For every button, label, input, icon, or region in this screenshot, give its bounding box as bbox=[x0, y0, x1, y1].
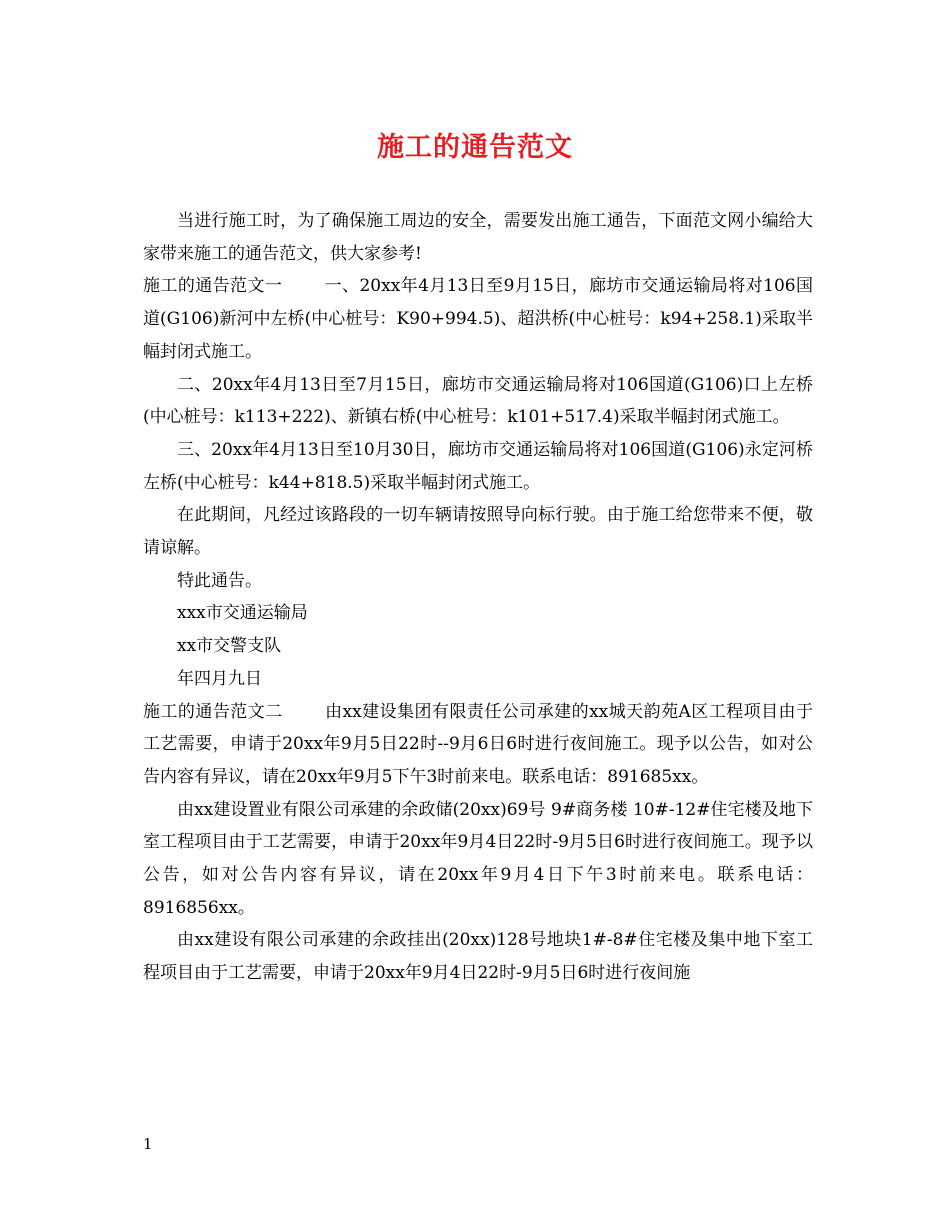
sample1-first-paragraph bbox=[143, 270, 813, 368]
sample2-heading: 施工的通告范文二 bbox=[143, 701, 283, 722]
sample1-closing: 特此通告。 bbox=[177, 570, 262, 591]
sample2-first-paragraph bbox=[143, 696, 813, 794]
page-number: 1 bbox=[143, 1135, 153, 1153]
sample1-item3: 三、20xx年4月13日至10月30日，廊坊市交通运输局将对106国道(G106)永定河桥左桥(中心桩号：k44+818.5)采取半幅封闭式施工。 bbox=[143, 439, 813, 493]
sample1-date: 年四月九日 bbox=[177, 668, 262, 689]
sample2-para2: 由xx建设置业有限公司承建的余政储(20xx)69号 9#商务楼 10#-12#住宅楼及地下室工程项目由于工艺需要，申请于20xx年9月4日22时-9月5日6时进行夜间施工。现予以公告，如对公告内容有异议，请在20xx年9月4日下午3时前来电。联系电话：8916856xx。 bbox=[143, 799, 813, 918]
sample1-item2: 二、20xx年4月13日至7月15日，廊坊市交通运输局将对106国道(G106)口上左桥(中心桩号：k113+222)、新镇右桥(中心桩号：k101+517.4)采取半幅封闭式施工。 bbox=[143, 374, 813, 428]
sample1-org2: xx市交警支队 bbox=[177, 636, 282, 657]
document-body bbox=[143, 205, 813, 990]
sample1-item1: 一、20xx年4月13日至9月15日，廊坊市交通运输局将对106国道(G106)新河中左桥(中心桩号：K90+994.5)、超洪桥(中心桩号：k94+258.1)采取半幅封闭式施工。 bbox=[143, 276, 814, 362]
document-title: 施工的通告范文 bbox=[377, 132, 573, 163]
sample1-heading: 施工的通告范文一 bbox=[143, 276, 283, 297]
sample1-notice: 在此期间，凡经过该路段的一切车辆请按照导向标行驶。由于施工给您带来不便，敬请谅解。 bbox=[143, 505, 813, 559]
sample2-para1: 由xx建设集团有限责任公司承建的xx城天韵苑A区工程项目由于工艺需要，申请于20xx年9月5日22时--9月6日6时进行夜间施工。现予以公告，如对公告内容有异议，请在20xx年9月5下午3时前来电。联系电话：891685xx。 bbox=[143, 701, 813, 787]
sample2-para3: 由xx建设有限公司承建的余政挂出(20xx)128号地块1#-8#住宅楼及集中地下室工程项目由于工艺需要，申请于20xx年9月4日22时-9月5日6时进行夜间施 bbox=[143, 930, 813, 984]
intro-paragraph: 当进行施工时，为了确保施工周边的安全，需要发出施工通告，下面范文网小编给大家带来施工的通告范文，供大家参考! bbox=[143, 211, 813, 264]
sample1-org1: xxx市交通运输局 bbox=[177, 603, 308, 624]
